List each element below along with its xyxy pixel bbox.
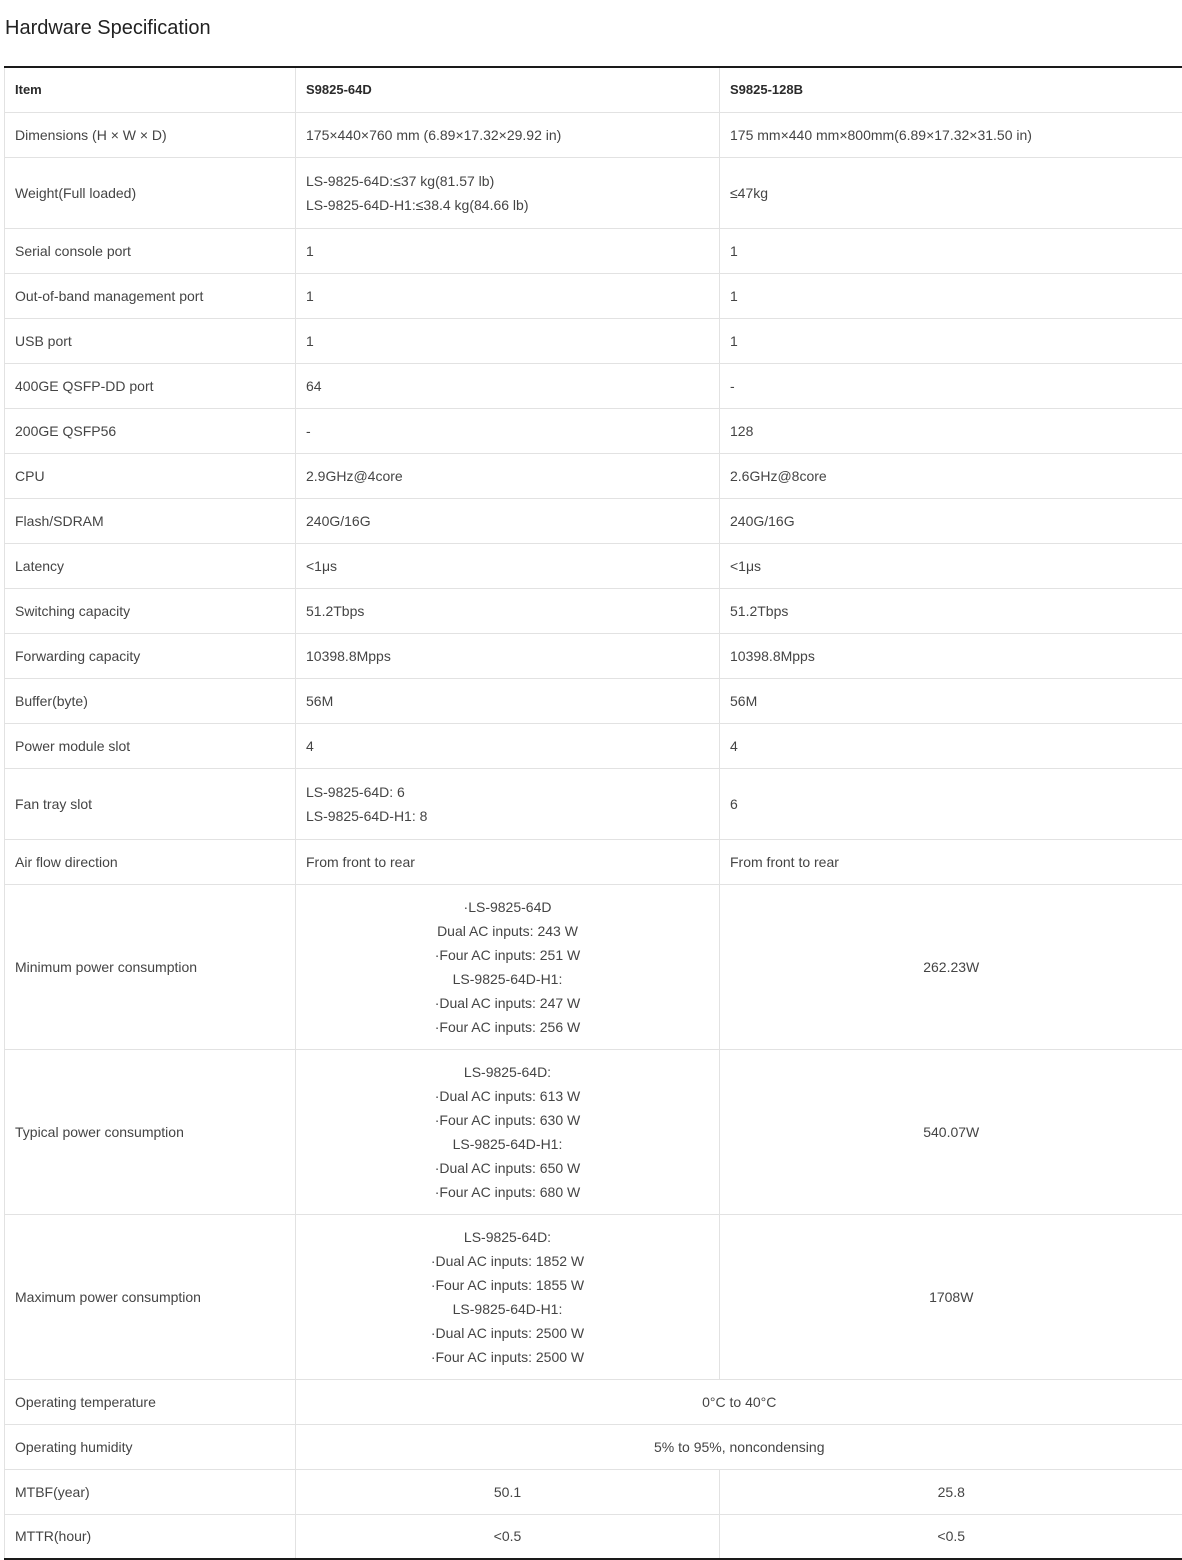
cell-s9825-128b: 175 mm×440 mm×800mm(6.89×17.32×31.50 in) [720, 112, 1182, 157]
cell-s9825-64d [296, 1049, 720, 1214]
cell-line: LS-9825-64D-H1:≤38.4 kg(84.66 lb) [306, 196, 529, 213]
cell-line: ·LS-9825-64D [463, 898, 552, 915]
cell-s9825-64d: - [296, 408, 720, 453]
cell-s9825-64d: <0.5 [296, 1514, 720, 1559]
cell-s9825-128b: From front to rear [720, 839, 1182, 884]
row-label: Dimensions (H × W × D) [5, 112, 296, 157]
table-row [5, 453, 1182, 498]
cell-s9825-64d: 56M [296, 678, 720, 723]
cell-s9825-128b: 262.23W [720, 884, 1182, 1049]
cell-line: LS-9825-64D: [463, 1228, 552, 1245]
table-row [5, 678, 1182, 723]
cell-s9825-128b: <0.5 [720, 1514, 1182, 1559]
table-row [5, 112, 1182, 157]
table-row [5, 633, 1182, 678]
row-label: 400GE QSFP-DD port [5, 363, 296, 408]
cell-line: ·Four AC inputs: 680 W [434, 1183, 581, 1200]
table-row [5, 768, 1182, 839]
cell-line: ·Four AC inputs: 2500 W [430, 1348, 585, 1365]
row-label: Fan tray slot [5, 768, 296, 839]
cell-s9825-64d: 240G/16G [296, 498, 720, 543]
table-row [5, 1379, 1182, 1424]
cell-s9825-64d [296, 768, 720, 839]
cell-line: LS-9825-64D-H1: [452, 1300, 563, 1317]
table-row [5, 1424, 1182, 1469]
row-label: Operating humidity [5, 1424, 296, 1469]
cell-s9825-128b: 128 [720, 408, 1182, 453]
cell-s9825-128b: 25.8 [720, 1469, 1182, 1514]
row-label: Typical power consumption [5, 1049, 296, 1214]
cell-s9825-128b: 540.07W [720, 1049, 1182, 1214]
cell-s9825-64d: 10398.8Mpps [296, 633, 720, 678]
row-label: Weight(Full loaded) [5, 157, 296, 228]
cell-line: Dual AC inputs: 243 W [437, 922, 578, 939]
cell-s9825-64d: 2.9GHz@4core [296, 453, 720, 498]
cell-line: LS-9825-64D:≤37 kg(81.57 lb) [306, 172, 495, 189]
cell-line: ·Dual AC inputs: 2500 W [430, 1324, 585, 1341]
cell-s9825-128b: 56M [720, 678, 1182, 723]
cell-s9825-64d [296, 157, 720, 228]
table-row [5, 157, 1182, 228]
cell-line: ·Four AC inputs: 251 W [434, 946, 581, 963]
cell-line: LS-9825-64D: 6 [306, 783, 405, 800]
cell-s9825-128b: 10398.8Mpps [720, 633, 1182, 678]
header-model-s9825-64d: S9825-64D [296, 67, 720, 112]
cell-s9825-64d [296, 884, 720, 1049]
row-label: CPU [5, 453, 296, 498]
cell-s9825-64d: <1μs [296, 543, 720, 588]
row-label: Forwarding capacity [5, 633, 296, 678]
row-label: Maximum power consumption [5, 1214, 296, 1379]
cell-s9825-64d: 1 [296, 228, 720, 273]
cell-line: LS-9825-64D-H1: [452, 1135, 563, 1152]
header-model-s9825-128b: S9825-128B [720, 67, 1182, 112]
cell-line: ·Dual AC inputs: 1852 W [430, 1252, 585, 1269]
cell-s9825-64d: 50.1 [296, 1469, 720, 1514]
cell-line: ·Dual AC inputs: 650 W [434, 1159, 581, 1176]
table-row [5, 723, 1182, 768]
cell-s9825-128b: 240G/16G [720, 498, 1182, 543]
table-row [5, 884, 1182, 1049]
row-label: Serial console port [5, 228, 296, 273]
row-label: 200GE QSFP56 [5, 408, 296, 453]
page-title: Hardware Specification [5, 17, 211, 39]
row-label: USB port [5, 318, 296, 363]
cell-line: LS-9825-64D: [463, 1063, 552, 1080]
cell-line: LS-9825-64D-H1: [452, 970, 563, 987]
cell-line: LS-9825-64D-H1: 8 [306, 807, 428, 824]
cell-s9825-64d: 175×440×760 mm (6.89×17.32×29.92 in) [296, 112, 720, 157]
row-label: Minimum power consumption [5, 884, 296, 1049]
table-row [5, 363, 1182, 408]
cell-s9825-128b: <1μs [720, 543, 1182, 588]
table-row [5, 273, 1182, 318]
table-row [5, 498, 1182, 543]
row-label: Switching capacity [5, 588, 296, 633]
cell-s9825-128b: ≤47kg [720, 157, 1182, 228]
cell-s9825-64d: 4 [296, 723, 720, 768]
cell-s9825-64d: From front to rear [296, 839, 720, 884]
cell-line: ·Dual AC inputs: 247 W [434, 994, 581, 1011]
cell-both-models: 5% to 95%, noncondensing [296, 1424, 1182, 1469]
cell-s9825-128b: 1 [720, 228, 1182, 273]
hardware-spec-table [4, 66, 1182, 1560]
header-item: Item [5, 67, 296, 112]
cell-s9825-128b: 1 [720, 318, 1182, 363]
cell-s9825-128b: 1 [720, 273, 1182, 318]
row-label: MTBF(year) [5, 1469, 296, 1514]
table-row [5, 839, 1182, 884]
table-row [5, 1514, 1182, 1559]
cell-s9825-128b: - [720, 363, 1182, 408]
cell-s9825-128b: 2.6GHz@8core [720, 453, 1182, 498]
table-row [5, 318, 1182, 363]
cell-s9825-64d: 1 [296, 318, 720, 363]
cell-line: ·Dual AC inputs: 613 W [434, 1087, 581, 1104]
cell-s9825-128b: 51.2Tbps [720, 588, 1182, 633]
table-header-row [5, 67, 1182, 112]
table-row [5, 1469, 1182, 1514]
row-label: Flash/SDRAM [5, 498, 296, 543]
row-label: MTTR(hour) [5, 1514, 296, 1559]
cell-line: ·Four AC inputs: 256 W [434, 1018, 581, 1035]
cell-s9825-64d: 64 [296, 363, 720, 408]
cell-line: ·Four AC inputs: 630 W [434, 1111, 581, 1128]
table-row [5, 1214, 1182, 1379]
table-row [5, 588, 1182, 633]
row-label: Air flow direction [5, 839, 296, 884]
row-label: Operating temperature [5, 1379, 296, 1424]
row-label: Buffer(byte) [5, 678, 296, 723]
row-label: Power module slot [5, 723, 296, 768]
cell-s9825-64d: 1 [296, 273, 720, 318]
cell-s9825-64d: 51.2Tbps [296, 588, 720, 633]
cell-s9825-64d [296, 1214, 720, 1379]
row-label: Out-of-band management port [5, 273, 296, 318]
table-row [5, 1049, 1182, 1214]
row-label: Latency [5, 543, 296, 588]
cell-line: ·Four AC inputs: 1855 W [430, 1276, 585, 1293]
cell-both-models: 0°C to 40°C [296, 1379, 1182, 1424]
cell-s9825-128b: 6 [720, 768, 1182, 839]
cell-s9825-128b: 4 [720, 723, 1182, 768]
table-row [5, 543, 1182, 588]
cell-s9825-128b: 1708W [720, 1214, 1182, 1379]
table-row [5, 228, 1182, 273]
table-row [5, 408, 1182, 453]
